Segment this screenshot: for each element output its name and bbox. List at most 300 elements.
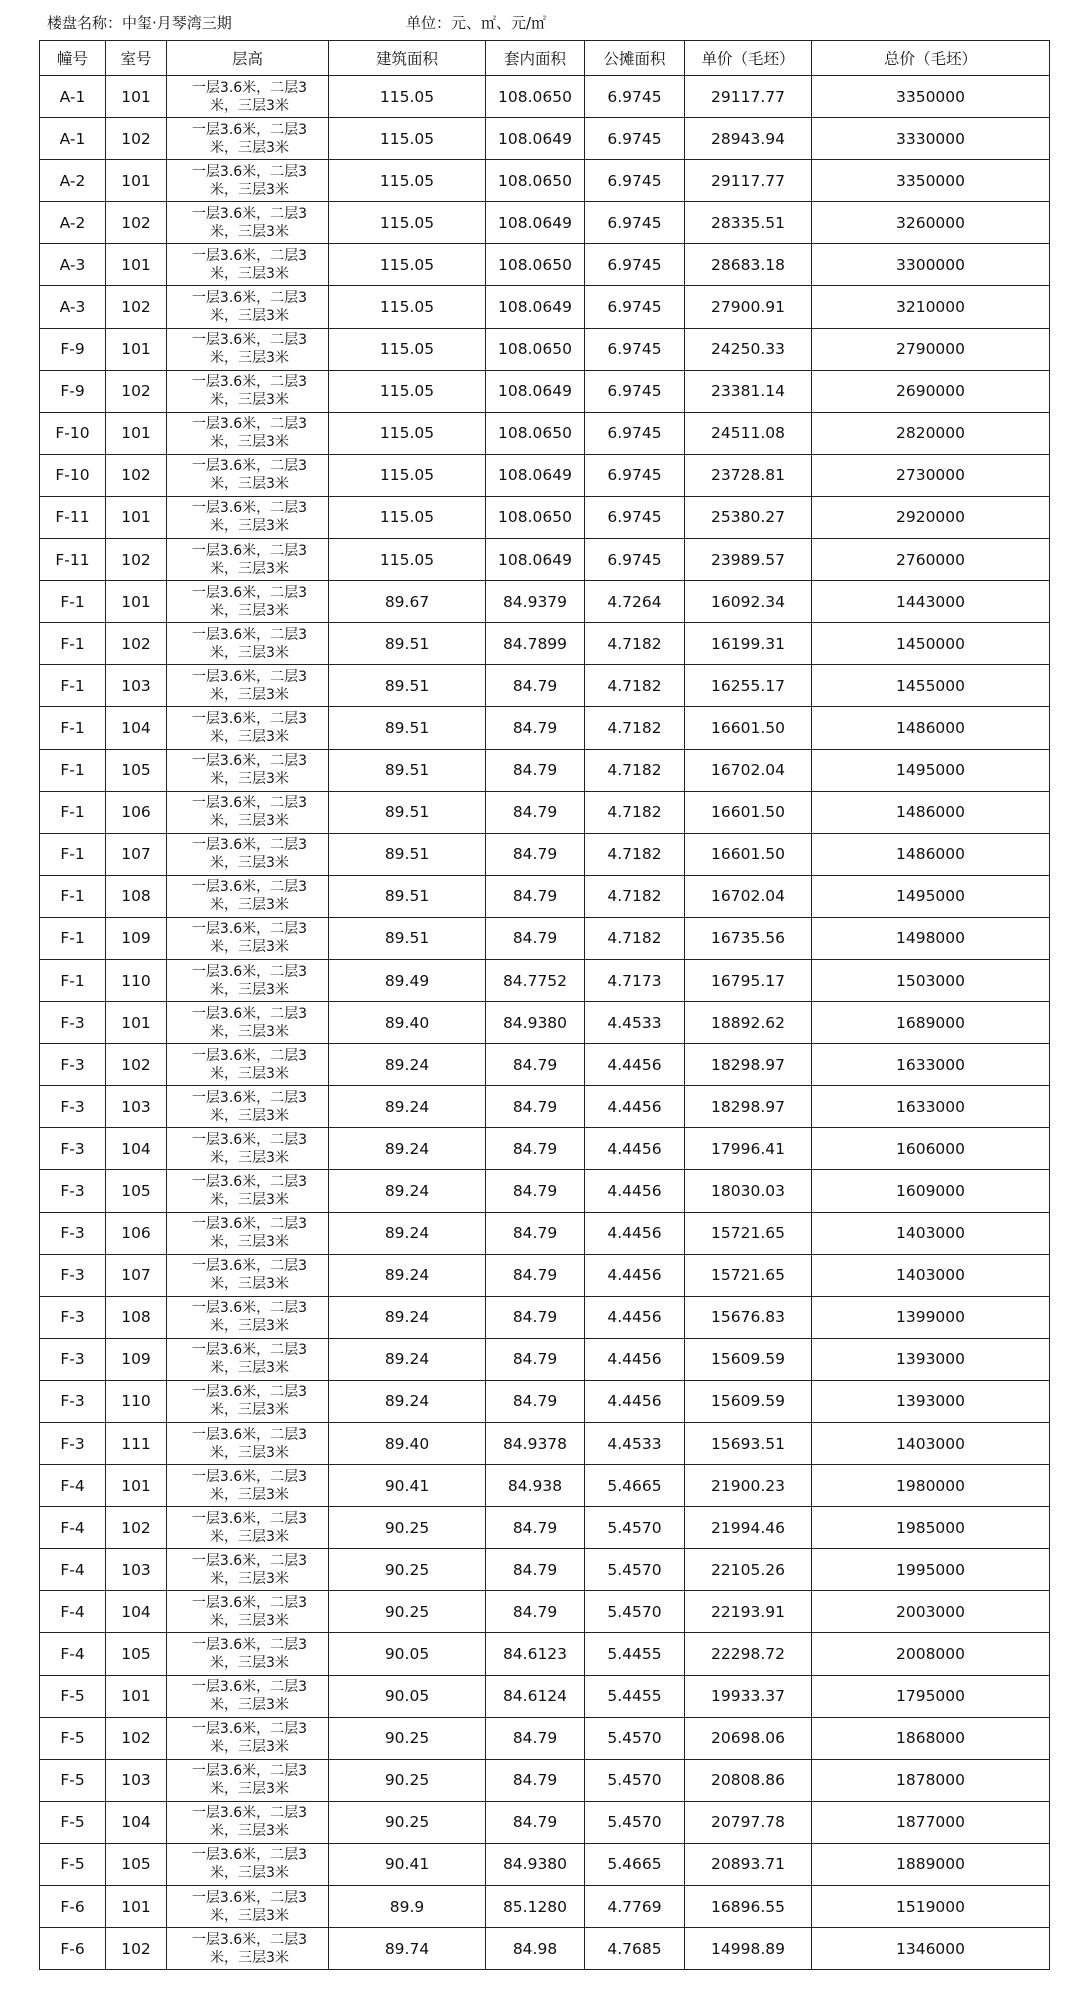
cell-inner-area: 84.79 [486, 1212, 585, 1254]
cell-gross-area: 89.51 [329, 791, 486, 833]
cell-building: A-2 [40, 202, 106, 244]
cell-total-price: 1443000 [812, 581, 1050, 623]
cell-unit-price: 20893.71 [685, 1843, 812, 1885]
cell-total-price: 1985000 [812, 1507, 1050, 1549]
cell-unit-price: 15721.65 [685, 1254, 812, 1296]
cell-shared-area: 5.4455 [585, 1633, 685, 1675]
cell-unit-price: 18892.62 [685, 1002, 812, 1044]
document-header [47, 10, 1047, 36]
cell-building: F-4 [40, 1633, 106, 1675]
cell-inner-area: 84.6123 [486, 1633, 585, 1675]
cell-floor-height: 一层3.6米，二层3米，三层3米 [167, 1212, 329, 1254]
table-row [40, 1380, 1050, 1422]
cell-room: 109 [106, 1338, 167, 1380]
cell-room: 111 [106, 1423, 167, 1465]
cell-room: 102 [106, 454, 167, 496]
cell-floor-height: 一层3.6米，二层3米，三层3米 [167, 1801, 329, 1843]
cell-building: F-3 [40, 1423, 106, 1465]
cell-floor-height: 一层3.6米，二层3米，三层3米 [167, 1675, 329, 1717]
cell-building: F-1 [40, 665, 106, 707]
cell-building: F-4 [40, 1465, 106, 1507]
cell-unit-price: 16896.55 [685, 1886, 812, 1928]
cell-gross-area: 89.51 [329, 875, 486, 917]
cell-building: F-3 [40, 1044, 106, 1086]
cell-floor-height: 一层3.6米，二层3米，三层3米 [167, 1002, 329, 1044]
cell-room: 110 [106, 959, 167, 1001]
cell-building: F-3 [40, 1212, 106, 1254]
cell-inner-area: 84.79 [486, 1380, 585, 1422]
cell-floor-height: 一层3.6米，二层3米，三层3米 [167, 665, 329, 707]
cell-building: F-6 [40, 1886, 106, 1928]
cell-building: F-4 [40, 1507, 106, 1549]
table-row [40, 1549, 1050, 1591]
cell-gross-area: 89.51 [329, 917, 486, 959]
cell-room: 102 [106, 1928, 167, 1970]
cell-shared-area: 4.7182 [585, 917, 685, 959]
cell-inner-area: 84.7752 [486, 959, 585, 1001]
cell-unit-price: 17996.41 [685, 1128, 812, 1170]
table-row [40, 1170, 1050, 1212]
table-row [40, 160, 1050, 202]
cell-unit-price: 22298.72 [685, 1633, 812, 1675]
cell-gross-area: 115.05 [329, 118, 486, 160]
price-table [39, 40, 1050, 1970]
table-row [40, 76, 1050, 118]
table-row [40, 623, 1050, 665]
cell-shared-area: 4.7264 [585, 581, 685, 623]
cell-shared-area: 6.9745 [585, 202, 685, 244]
cell-gross-area: 89.51 [329, 833, 486, 875]
cell-building: F-3 [40, 1254, 106, 1296]
cell-inner-area: 84.79 [486, 665, 585, 707]
cell-total-price: 3330000 [812, 118, 1050, 160]
cell-unit-price: 29117.77 [685, 76, 812, 118]
cell-room: 102 [106, 118, 167, 160]
cell-floor-height: 一层3.6米，二层3米，三层3米 [167, 1759, 329, 1801]
cell-shared-area: 6.9745 [585, 76, 685, 118]
cell-inner-area: 108.0649 [486, 118, 585, 160]
column-header-total-price: 总价（毛坯） [812, 41, 1050, 76]
cell-total-price: 1495000 [812, 875, 1050, 917]
cell-inner-area: 84.79 [486, 1254, 585, 1296]
cell-unit-price: 28943.94 [685, 118, 812, 160]
cell-floor-height: 一层3.6米，二层3米，三层3米 [167, 1465, 329, 1507]
cell-total-price: 1455000 [812, 665, 1050, 707]
cell-floor-height: 一层3.6米，二层3米，三层3米 [167, 791, 329, 833]
cell-building: F-4 [40, 1591, 106, 1633]
cell-floor-height: 一层3.6米，二层3米，三层3米 [167, 1044, 329, 1086]
cell-floor-height: 一层3.6米，二层3米，三层3米 [167, 160, 329, 202]
cell-floor-height: 一层3.6米，二层3米，三层3米 [167, 1633, 329, 1675]
cell-inner-area: 84.79 [486, 1170, 585, 1212]
cell-gross-area: 89.9 [329, 1886, 486, 1928]
cell-inner-area: 84.7899 [486, 623, 585, 665]
cell-shared-area: 4.4456 [585, 1212, 685, 1254]
cell-room: 102 [106, 623, 167, 665]
cell-floor-height: 一层3.6米，二层3米，三层3米 [167, 917, 329, 959]
cell-floor-height: 一层3.6米，二层3米，三层3米 [167, 496, 329, 538]
cell-building: F-1 [40, 833, 106, 875]
cell-building: A-1 [40, 76, 106, 118]
cell-inner-area: 84.79 [486, 1338, 585, 1380]
cell-floor-height: 一层3.6米，二层3米，三层3米 [167, 707, 329, 749]
cell-shared-area: 4.4456 [585, 1044, 685, 1086]
cell-unit-price: 23381.14 [685, 370, 812, 412]
cell-inner-area: 108.0649 [486, 370, 585, 412]
cell-building: F-11 [40, 496, 106, 538]
cell-room: 105 [106, 1170, 167, 1212]
cell-building: F-5 [40, 1801, 106, 1843]
cell-gross-area: 90.25 [329, 1717, 486, 1759]
cell-total-price: 1980000 [812, 1465, 1050, 1507]
cell-total-price: 1495000 [812, 749, 1050, 791]
cell-unit-price: 23728.81 [685, 454, 812, 496]
table-row [40, 833, 1050, 875]
cell-room: 107 [106, 833, 167, 875]
cell-unit-price: 14998.89 [685, 1928, 812, 1970]
cell-building: F-5 [40, 1675, 106, 1717]
table-row [40, 1128, 1050, 1170]
cell-floor-height: 一层3.6米，二层3米，三层3米 [167, 1591, 329, 1633]
cell-total-price: 1868000 [812, 1717, 1050, 1759]
cell-floor-height: 一层3.6米，二层3米，三层3米 [167, 1928, 329, 1970]
cell-total-price: 1346000 [812, 1928, 1050, 1970]
cell-floor-height: 一层3.6米，二层3米，三层3米 [167, 1170, 329, 1212]
cell-room: 101 [106, 1002, 167, 1044]
cell-inner-area: 84.79 [486, 707, 585, 749]
cell-unit-price: 18298.97 [685, 1086, 812, 1128]
table-row [40, 1044, 1050, 1086]
cell-unit-price: 29117.77 [685, 160, 812, 202]
cell-floor-height: 一层3.6米，二层3米，三层3米 [167, 1507, 329, 1549]
table-row [40, 1296, 1050, 1338]
cell-room: 110 [106, 1380, 167, 1422]
cell-unit-price: 22193.91 [685, 1591, 812, 1633]
cell-gross-area: 90.25 [329, 1801, 486, 1843]
cell-total-price: 1486000 [812, 791, 1050, 833]
cell-building: F-5 [40, 1759, 106, 1801]
cell-gross-area: 89.51 [329, 707, 486, 749]
cell-gross-area: 115.05 [329, 202, 486, 244]
cell-inner-area: 108.0650 [486, 328, 585, 370]
table-row [40, 1338, 1050, 1380]
table-row [40, 286, 1050, 328]
table-body [40, 76, 1050, 1970]
cell-gross-area: 89.74 [329, 1928, 486, 1970]
cell-unit-price: 21994.46 [685, 1507, 812, 1549]
column-header-room: 室号 [106, 41, 167, 76]
cell-inner-area: 108.0650 [486, 496, 585, 538]
cell-total-price: 1498000 [812, 917, 1050, 959]
cell-inner-area: 84.79 [486, 1086, 585, 1128]
table-row [40, 118, 1050, 160]
cell-gross-area: 89.24 [329, 1170, 486, 1212]
cell-unit-price: 15609.59 [685, 1338, 812, 1380]
cell-room: 102 [106, 202, 167, 244]
cell-floor-height: 一层3.6米，二层3米，三层3米 [167, 1549, 329, 1591]
cell-inner-area: 108.0650 [486, 244, 585, 286]
cell-inner-area: 84.79 [486, 875, 585, 917]
cell-floor-height: 一层3.6米，二层3米，三层3米 [167, 1380, 329, 1422]
cell-total-price: 3260000 [812, 202, 1050, 244]
table-row [40, 412, 1050, 454]
project-name-label: 楼盘名称：中玺·月琴湾三期 [47, 14, 232, 32]
cell-shared-area: 4.7769 [585, 1886, 685, 1928]
table-row [40, 875, 1050, 917]
cell-building: F-6 [40, 1928, 106, 1970]
cell-gross-area: 115.05 [329, 286, 486, 328]
cell-room: 104 [106, 1591, 167, 1633]
cell-floor-height: 一层3.6米，二层3米，三层3米 [167, 1254, 329, 1296]
cell-total-price: 1403000 [812, 1254, 1050, 1296]
table-row [40, 1928, 1050, 1970]
cell-total-price: 1878000 [812, 1759, 1050, 1801]
cell-room: 103 [106, 665, 167, 707]
cell-floor-height: 一层3.6米，二层3米，三层3米 [167, 412, 329, 454]
cell-room: 109 [106, 917, 167, 959]
cell-floor-height: 一层3.6米，二层3米，三层3米 [167, 1296, 329, 1338]
table-row [40, 328, 1050, 370]
cell-gross-area: 90.05 [329, 1675, 486, 1717]
cell-floor-height: 一层3.6米，二层3米，三层3米 [167, 623, 329, 665]
cell-unit-price: 20797.78 [685, 1801, 812, 1843]
cell-building: A-2 [40, 160, 106, 202]
cell-unit-price: 15609.59 [685, 1380, 812, 1422]
cell-building: F-9 [40, 370, 106, 412]
cell-shared-area: 5.4570 [585, 1549, 685, 1591]
table-row [40, 1002, 1050, 1044]
cell-floor-height: 一层3.6米，二层3米，三层3米 [167, 959, 329, 1001]
cell-inner-area: 108.0649 [486, 286, 585, 328]
cell-inner-area: 84.9380 [486, 1002, 585, 1044]
cell-gross-area: 90.25 [329, 1759, 486, 1801]
cell-gross-area: 90.05 [329, 1633, 486, 1675]
table-row [40, 1591, 1050, 1633]
table-row [40, 1465, 1050, 1507]
cell-building: F-3 [40, 1338, 106, 1380]
cell-unit-price: 22105.26 [685, 1549, 812, 1591]
cell-building: F-3 [40, 1170, 106, 1212]
cell-total-price: 2008000 [812, 1633, 1050, 1675]
table-header-row [40, 41, 1050, 76]
table-row [40, 791, 1050, 833]
cell-shared-area: 6.9745 [585, 244, 685, 286]
cell-building: F-3 [40, 1128, 106, 1170]
cell-inner-area: 84.79 [486, 1128, 585, 1170]
table-row [40, 1086, 1050, 1128]
cell-shared-area: 6.9745 [585, 118, 685, 160]
cell-floor-height: 一层3.6米，二层3米，三层3米 [167, 202, 329, 244]
cell-gross-area: 115.05 [329, 244, 486, 286]
cell-shared-area: 5.4665 [585, 1843, 685, 1885]
cell-unit-price: 16601.50 [685, 791, 812, 833]
cell-unit-price: 28335.51 [685, 202, 812, 244]
cell-building: F-4 [40, 1549, 106, 1591]
table-row [40, 244, 1050, 286]
table-row [40, 1423, 1050, 1465]
cell-floor-height: 一层3.6米，二层3米，三层3米 [167, 581, 329, 623]
cell-shared-area: 4.4456 [585, 1380, 685, 1422]
cell-unit-price: 19933.37 [685, 1675, 812, 1717]
cell-inner-area: 84.9380 [486, 1843, 585, 1885]
cell-room: 104 [106, 1801, 167, 1843]
cell-floor-height: 一层3.6米，二层3米，三层3米 [167, 1843, 329, 1885]
cell-unit-price: 16199.31 [685, 623, 812, 665]
cell-building: A-1 [40, 118, 106, 160]
cell-room: 102 [106, 539, 167, 581]
cell-building: F-1 [40, 959, 106, 1001]
cell-floor-height: 一层3.6米，二层3米，三层3米 [167, 76, 329, 118]
cell-total-price: 2820000 [812, 412, 1050, 454]
cell-inner-area: 84.79 [486, 1759, 585, 1801]
cell-shared-area: 4.7182 [585, 749, 685, 791]
cell-room: 106 [106, 791, 167, 833]
cell-floor-height: 一层3.6米，二层3米，三层3米 [167, 286, 329, 328]
cell-total-price: 1503000 [812, 959, 1050, 1001]
cell-floor-height: 一层3.6米，二层3米，三层3米 [167, 749, 329, 791]
cell-inner-area: 84.98 [486, 1928, 585, 1970]
cell-inner-area: 84.6124 [486, 1675, 585, 1717]
cell-room: 106 [106, 1212, 167, 1254]
cell-room: 105 [106, 1633, 167, 1675]
cell-gross-area: 90.25 [329, 1591, 486, 1633]
cell-unit-price: 24250.33 [685, 328, 812, 370]
cell-floor-height: 一层3.6米，二层3米，三层3米 [167, 118, 329, 160]
cell-total-price: 1795000 [812, 1675, 1050, 1717]
cell-unit-price: 16702.04 [685, 749, 812, 791]
cell-unit-price: 23989.57 [685, 539, 812, 581]
cell-total-price: 1393000 [812, 1338, 1050, 1380]
cell-building: A-3 [40, 286, 106, 328]
cell-gross-area: 89.24 [329, 1212, 486, 1254]
cell-shared-area: 4.4456 [585, 1128, 685, 1170]
cell-room: 103 [106, 1759, 167, 1801]
cell-inner-area: 84.79 [486, 1801, 585, 1843]
cell-total-price: 2003000 [812, 1591, 1050, 1633]
cell-inner-area: 108.0649 [486, 539, 585, 581]
cell-total-price: 1450000 [812, 623, 1050, 665]
table-row [40, 1633, 1050, 1675]
cell-room: 101 [106, 581, 167, 623]
cell-floor-height: 一层3.6米，二层3米，三层3米 [167, 833, 329, 875]
cell-gross-area: 89.24 [329, 1254, 486, 1296]
cell-unit-price: 27900.91 [685, 286, 812, 328]
cell-total-price: 3350000 [812, 160, 1050, 202]
cell-inner-area: 84.9378 [486, 1423, 585, 1465]
cell-room: 101 [106, 160, 167, 202]
cell-building: F-1 [40, 917, 106, 959]
cell-total-price: 1486000 [812, 833, 1050, 875]
cell-total-price: 3210000 [812, 286, 1050, 328]
cell-gross-area: 89.24 [329, 1296, 486, 1338]
cell-gross-area: 115.05 [329, 370, 486, 412]
cell-total-price: 1606000 [812, 1128, 1050, 1170]
cell-floor-height: 一层3.6米，二层3米，三层3米 [167, 1338, 329, 1380]
cell-total-price: 3350000 [812, 76, 1050, 118]
cell-building: F-1 [40, 581, 106, 623]
cell-building: F-3 [40, 1086, 106, 1128]
table-row [40, 454, 1050, 496]
cell-floor-height: 一层3.6米，二层3米，三层3米 [167, 875, 329, 917]
table-row [40, 917, 1050, 959]
cell-inner-area: 84.79 [486, 791, 585, 833]
table-row [40, 581, 1050, 623]
cell-total-price: 1399000 [812, 1296, 1050, 1338]
cell-unit-price: 15721.65 [685, 1212, 812, 1254]
cell-room: 102 [106, 286, 167, 328]
cell-total-price: 1633000 [812, 1044, 1050, 1086]
cell-inner-area: 84.79 [486, 1044, 585, 1086]
cell-gross-area: 115.05 [329, 454, 486, 496]
cell-shared-area: 4.4456 [585, 1086, 685, 1128]
table-row [40, 1675, 1050, 1717]
cell-gross-area: 115.05 [329, 539, 486, 581]
cell-building: F-5 [40, 1843, 106, 1885]
column-header-shared-area: 公摊面积 [585, 41, 685, 76]
cell-unit-price: 16255.17 [685, 665, 812, 707]
cell-floor-height: 一层3.6米，二层3米，三层3米 [167, 454, 329, 496]
cell-shared-area: 6.9745 [585, 496, 685, 538]
cell-unit-price: 16795.17 [685, 959, 812, 1001]
table-row [40, 1801, 1050, 1843]
cell-unit-price: 25380.27 [685, 496, 812, 538]
table-row [40, 496, 1050, 538]
cell-total-price: 3300000 [812, 244, 1050, 286]
cell-unit-price: 16092.34 [685, 581, 812, 623]
cell-inner-area: 84.9379 [486, 581, 585, 623]
cell-gross-area: 89.67 [329, 581, 486, 623]
cell-gross-area: 115.05 [329, 328, 486, 370]
cell-total-price: 1403000 [812, 1423, 1050, 1465]
cell-inner-area: 84.79 [486, 1549, 585, 1591]
cell-shared-area: 6.9745 [585, 454, 685, 496]
table-row [40, 539, 1050, 581]
cell-gross-area: 90.41 [329, 1843, 486, 1885]
cell-unit-price: 16601.50 [685, 833, 812, 875]
column-header-floor-height: 层高 [167, 41, 329, 76]
cell-unit-price: 18298.97 [685, 1044, 812, 1086]
cell-gross-area: 89.40 [329, 1002, 486, 1044]
cell-total-price: 2690000 [812, 370, 1050, 412]
cell-total-price: 1633000 [812, 1086, 1050, 1128]
cell-inner-area: 85.1280 [486, 1886, 585, 1928]
cell-building: F-1 [40, 749, 106, 791]
cell-floor-height: 一层3.6米，二层3米，三层3米 [167, 1717, 329, 1759]
cell-shared-area: 4.7173 [585, 959, 685, 1001]
cell-building: F-10 [40, 454, 106, 496]
cell-shared-area: 6.9745 [585, 328, 685, 370]
cell-room: 108 [106, 1296, 167, 1338]
cell-shared-area: 5.4570 [585, 1717, 685, 1759]
cell-room: 101 [106, 328, 167, 370]
cell-gross-area: 115.05 [329, 496, 486, 538]
cell-room: 102 [106, 1717, 167, 1759]
cell-gross-area: 90.41 [329, 1465, 486, 1507]
cell-room: 101 [106, 1675, 167, 1717]
cell-shared-area: 4.4456 [585, 1170, 685, 1212]
table-row [40, 202, 1050, 244]
cell-inner-area: 84.79 [486, 1507, 585, 1549]
cell-shared-area: 5.4570 [585, 1801, 685, 1843]
cell-room: 104 [106, 1128, 167, 1170]
cell-shared-area: 4.4456 [585, 1338, 685, 1380]
cell-inner-area: 108.0650 [486, 76, 585, 118]
cell-building: A-3 [40, 244, 106, 286]
cell-total-price: 2790000 [812, 328, 1050, 370]
cell-shared-area: 4.4533 [585, 1002, 685, 1044]
cell-room: 105 [106, 749, 167, 791]
cell-gross-area: 89.49 [329, 959, 486, 1001]
